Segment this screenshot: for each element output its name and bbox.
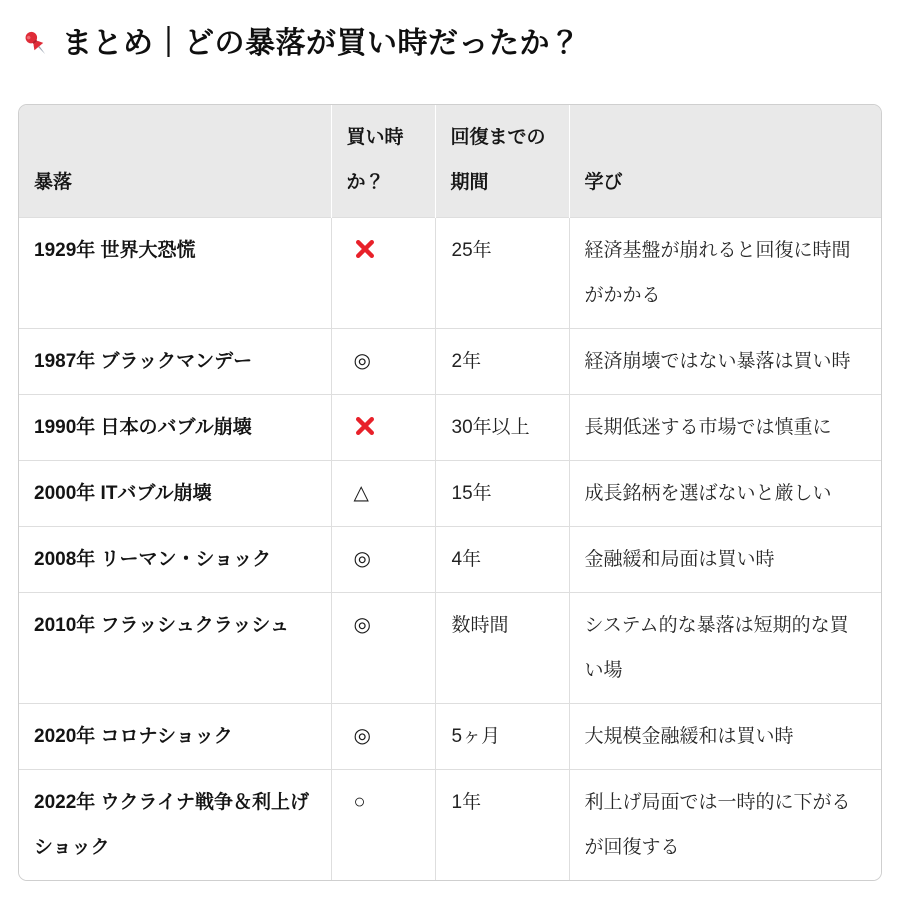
crash-name-cell: 2000年 ITバブル崩壊 [19,461,331,527]
page-header [18,26,882,62]
table-row [19,218,882,329]
table-row [19,527,882,593]
recovery-period-cell: 2年 [435,329,569,395]
verdict-symbol: ○ [353,791,366,813]
crash-name-cell: 1990年 日本のバブル崩壊 [19,395,331,461]
crash-name-cell: 2008年 リーマン・ショック [19,527,331,593]
column-header-lesson: 学び [569,105,882,218]
page-title: まとめ｜どの暴落が買い時だったか？ [62,27,581,60]
lesson-cell: システム的な暴落は短期的な買い場 [569,593,882,704]
table-row [19,461,882,527]
column-header-crash: 暴落 [19,105,331,218]
verdict-symbol: ◎ [353,350,371,372]
verdict-cell [331,461,435,527]
verdict-cell [331,770,435,881]
lesson-cell: 金融緩和局面は買い時 [569,527,882,593]
column-header-verdict: 買い時か？ [331,105,435,218]
recovery-period-cell: 25年 [435,218,569,329]
verdict-cell [331,218,435,329]
crash-table [19,105,882,880]
lesson-cell: 長期低迷する市場では慎重に [569,395,882,461]
recovery-period-cell: 1年 [435,770,569,881]
recovery-period-cell: 15年 [435,461,569,527]
lesson-cell: 成長銘柄を選ばないと厳しい [569,461,882,527]
table-row [19,395,882,461]
verdict-symbol: ◎ [353,725,371,747]
lesson-cell: 大規模金融緩和は買い時 [569,704,882,770]
lesson-cell: 経済崩壊ではない暴落は買い時 [569,329,882,395]
lesson-cell: 経済基盤が崩れると回復に時間がかかる [569,218,882,329]
verdict-cell [331,704,435,770]
header-row [19,105,882,218]
recovery-period-cell: 30年以上 [435,395,569,461]
column-header-period: 回復までの期間 [435,105,569,218]
crash-name-cell: 1929年 世界大恐慌 [19,218,331,329]
crash-name-cell: 2010年 フラッシュクラッシュ [19,593,331,704]
crash-table-header [19,105,882,218]
recovery-period-cell: 4年 [435,527,569,593]
verdict-cell [331,329,435,395]
recovery-period-cell: 5ヶ月 [435,704,569,770]
crash-name-cell: 2020年 コロナショック [19,704,331,770]
lesson-cell: 利上げ局面では一時的に下がるが回復する [569,770,882,881]
crash-table-body [19,218,882,881]
crash-name-cell: 2022年 ウクライナ戦争＆利上げショック [19,770,331,881]
verdict-cell [331,395,435,461]
crash-name-cell: 1987年 ブラックマンデー [19,329,331,395]
verdict-symbol: ◎ [353,614,371,636]
verdict-cell [331,593,435,704]
table-row [19,770,882,881]
table-row [19,704,882,770]
verdict-symbol: ◎ [353,548,371,570]
crash-table-container [18,104,882,881]
table-row [19,593,882,704]
verdict-cell [331,527,435,593]
cross-mark-icon [354,415,376,437]
table-row [19,329,882,395]
recovery-period-cell: 数時間 [435,593,569,704]
pushpin-icon [22,28,54,60]
verdict-symbol: △ [353,482,369,504]
cross-mark-icon [354,238,376,260]
